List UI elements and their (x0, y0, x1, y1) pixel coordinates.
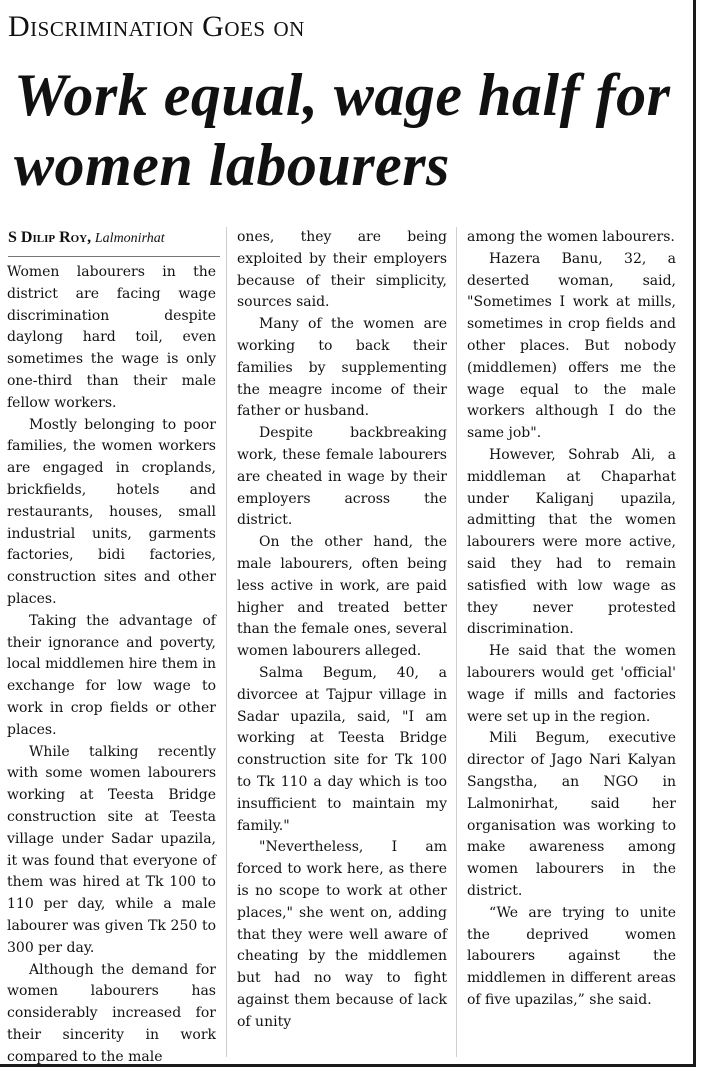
article-column-1 (7, 262, 216, 1068)
paragraph: Mostly belonging to poor families, the women workers are engaged in croplands, brickfields, hotels and restaurants, houses, small industrial units, garments factories, bidi factories, construction sites and other places. (7, 416, 216, 607)
paragraph: Salma Begum, 40, a divorcee at Tajpur village in Sadar upazila, said, "I am working at Teesta Bridge construction site for Tk 100 to Tk 110 a day which is too insufficient to maintain my family." (237, 664, 447, 834)
paragraph: Women labourers in the district are facing wage discrimination despite daylong hard toil, even sometimes the wage is only one-third than their male fellow workers. (7, 264, 216, 411)
byline-location: Lalmonirhat (94, 231, 165, 246)
paragraph: “We are trying to unite the deprived women labourers against the middlemen in different areas of five upazilas,” she said. (467, 904, 676, 1008)
paragraph: On the other hand, the male labourers, often being less active in work, are paid higher and treated better than the female ones, several women labourers alleged. (237, 534, 447, 660)
paragraph: Although the demand for women labourers has considerably increased for their sincerity in work compared to the male (7, 961, 216, 1065)
column-rule-1 (226, 227, 227, 1057)
paragraph: Hazera Banu, 32, a deserted woman, said, "Sometimes I work at mills, sometimes in crop fields and other places. But nobody (middlemen) offers me the wage equal to the male workers although I do the same job". (467, 250, 676, 442)
paragraph: While talking recently with some women labourers working at Teesta Bridge construction site at Teesta village under Sadar upazila, it was found that everyone of them was hired at Tk 100 to 110 per day, while a male labourer was given Tk 250 to 300 per day. (7, 743, 216, 956)
paragraph: Taking the advantage of their ignorance and poverty, local middlemen hire them in exchange for low wage to work in crop fields or other places. (7, 612, 216, 738)
paragraph: among the women labourers. (467, 229, 675, 245)
paragraph: However, Sohrab Ali, a middleman at Chaparhat under Kaliganj upazila, admitting that the women labourers were more active, said they had to remain satisfied with low wage as they never protested discrimination. (467, 446, 676, 638)
paragraph: "Nevertheless, I am forced to work here, as there is no scope to work at other places," she went on, adding that they were well aware of cheating by the middlemen but had no way to fight against them because of lack of unity (237, 839, 447, 1030)
paragraph: Mili Begum, executive director of Jago Nari Kalyan Sangstha, an NGO in Lalmonirhat, said her organisation was working to make awareness among women labourers in the district. (467, 730, 676, 899)
paragraph: ones, they are being exploited by their employers because of their simplicity, sources said. (237, 229, 447, 311)
headline: Work equal, wage half for women labourers (14, 62, 671, 198)
paragraph: He said that the women labourers would get 'official' wage if mills and factories were set up in the region. (467, 643, 676, 725)
column-rule-2 (456, 227, 457, 1057)
paragraph: Many of the women are working to back their families by supplementing the meagre income of their father or husband. (237, 316, 447, 420)
kicker-heading: Discrimination Goes on (8, 10, 305, 43)
byline (8, 229, 220, 257)
byline-author: S Dilip Roy, (8, 229, 92, 246)
frame-border-right (693, 0, 696, 1066)
article-column-3 (467, 227, 676, 1012)
article-column-2 (237, 227, 447, 1033)
paragraph: Despite backbreaking work, these female labourers are cheated in wage by their employers across the district. (237, 425, 447, 529)
